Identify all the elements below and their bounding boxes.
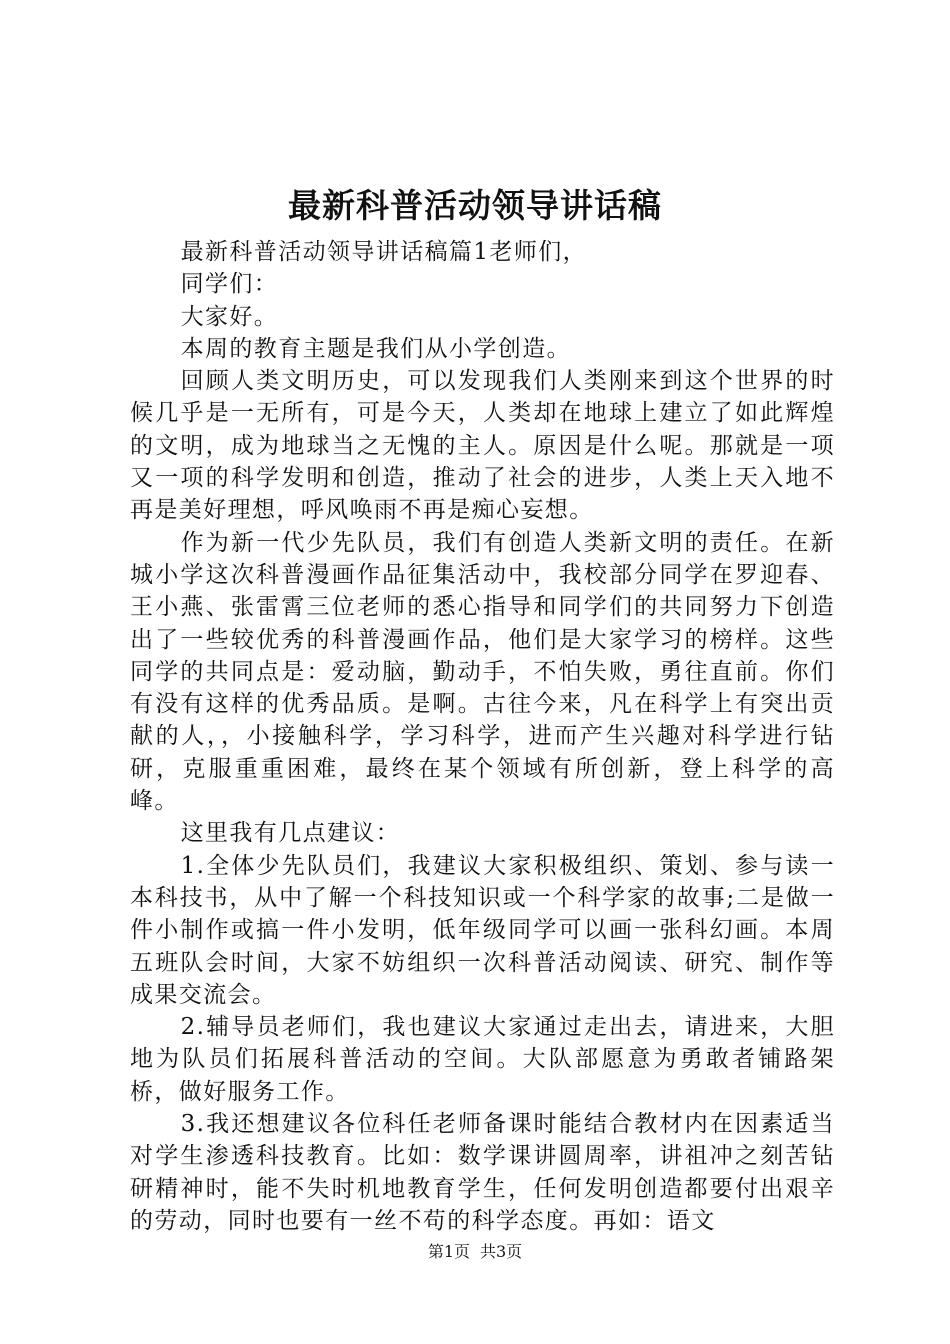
paragraph-suggestion-1: 1.全体少先队员们，我建议大家积极组织、策划、参与读一本科技书，从中了解一个科技知识或一个科学家的故事;二是做一件小制作或搞一件小发明，低年级同学可以画一张科幻画。本周五班队会时间，大家不妨组织一次科普活动阅读、研究、制作等成果交流会。 [130, 852, 835, 1008]
page-total: 共3页 [480, 1242, 523, 1261]
paragraph-suggestion-2: 2.辅导员老师们，我也建议大家通过走出去，请进来，大胆地为队员们拓展科普活动的空间。大队部愿意为勇敢者铺路架桥，做好服务工作。 [130, 1014, 835, 1105]
document-body [130, 236, 835, 1237]
document-title: 最新科普活动领导讲话稿 [288, 186, 662, 225]
paragraph-theme: 本周的教育主题是我们从小学创造。 [180, 335, 571, 362]
paragraph-greeting: 大家好。 [180, 303, 279, 330]
page-number: 第1页 [427, 1242, 470, 1261]
paragraph-responsibility: 作为新一代少先队员，我们有创造人类新文明的责任。在新城小学这次科普漫画作品征集活动中，我校部分同学在罗迎春、王小燕、张雷霄三位老师的悉心指导和同学们的共同努力下创造出了一些较优秀的科普漫画作品，他们是大家学习的榜样。这些同学的共同点是：爱动脑，勤动手，不怕失败，勇往直前。你们有没有这样的优秀品质。是啊。古往今来，凡在科学上有突出贡献的人，，小接触科学，学习科学，进而产生兴趣对科学进行钻研，克服重重困难，最终在某个领域有所创新，登上科学的高峰。 [130, 529, 835, 815]
paragraph-suggestions-intro: 这里我有几点建议： [180, 820, 401, 847]
page-footer [0, 1240, 950, 1264]
paragraph-students: 同学们： [180, 271, 279, 298]
paragraph-history: 回顾人类文明历史，可以发现我们人类刚来到这个世界的时候几乎是一无所有，可是今天，人类却在地球上建立了如此辉煌的文明，成为地球当之无愧的主人。原因是什么呢。那就是一项又一项的科学发明和创造，推动了社会的进步，人类上天入地不再是美好理想，呼风唤雨不再是痴心妄想。 [130, 368, 835, 524]
paragraph-suggestion-3: 3.我还想建议各位科任老师备课时能结合教材内在因素适当对学生渗透科技教育。比如：数学课讲圆周率，讲祖冲之刻苦钻研精神时，能不失时机地教育学生，任何发明创造都要付出艰辛的劳动，同时也要有一丝不苟的科学态度。再如：语文 [130, 1111, 835, 1234]
paragraph-salutation: 最新科普活动领导讲话稿篇1老师们， [180, 239, 588, 265]
